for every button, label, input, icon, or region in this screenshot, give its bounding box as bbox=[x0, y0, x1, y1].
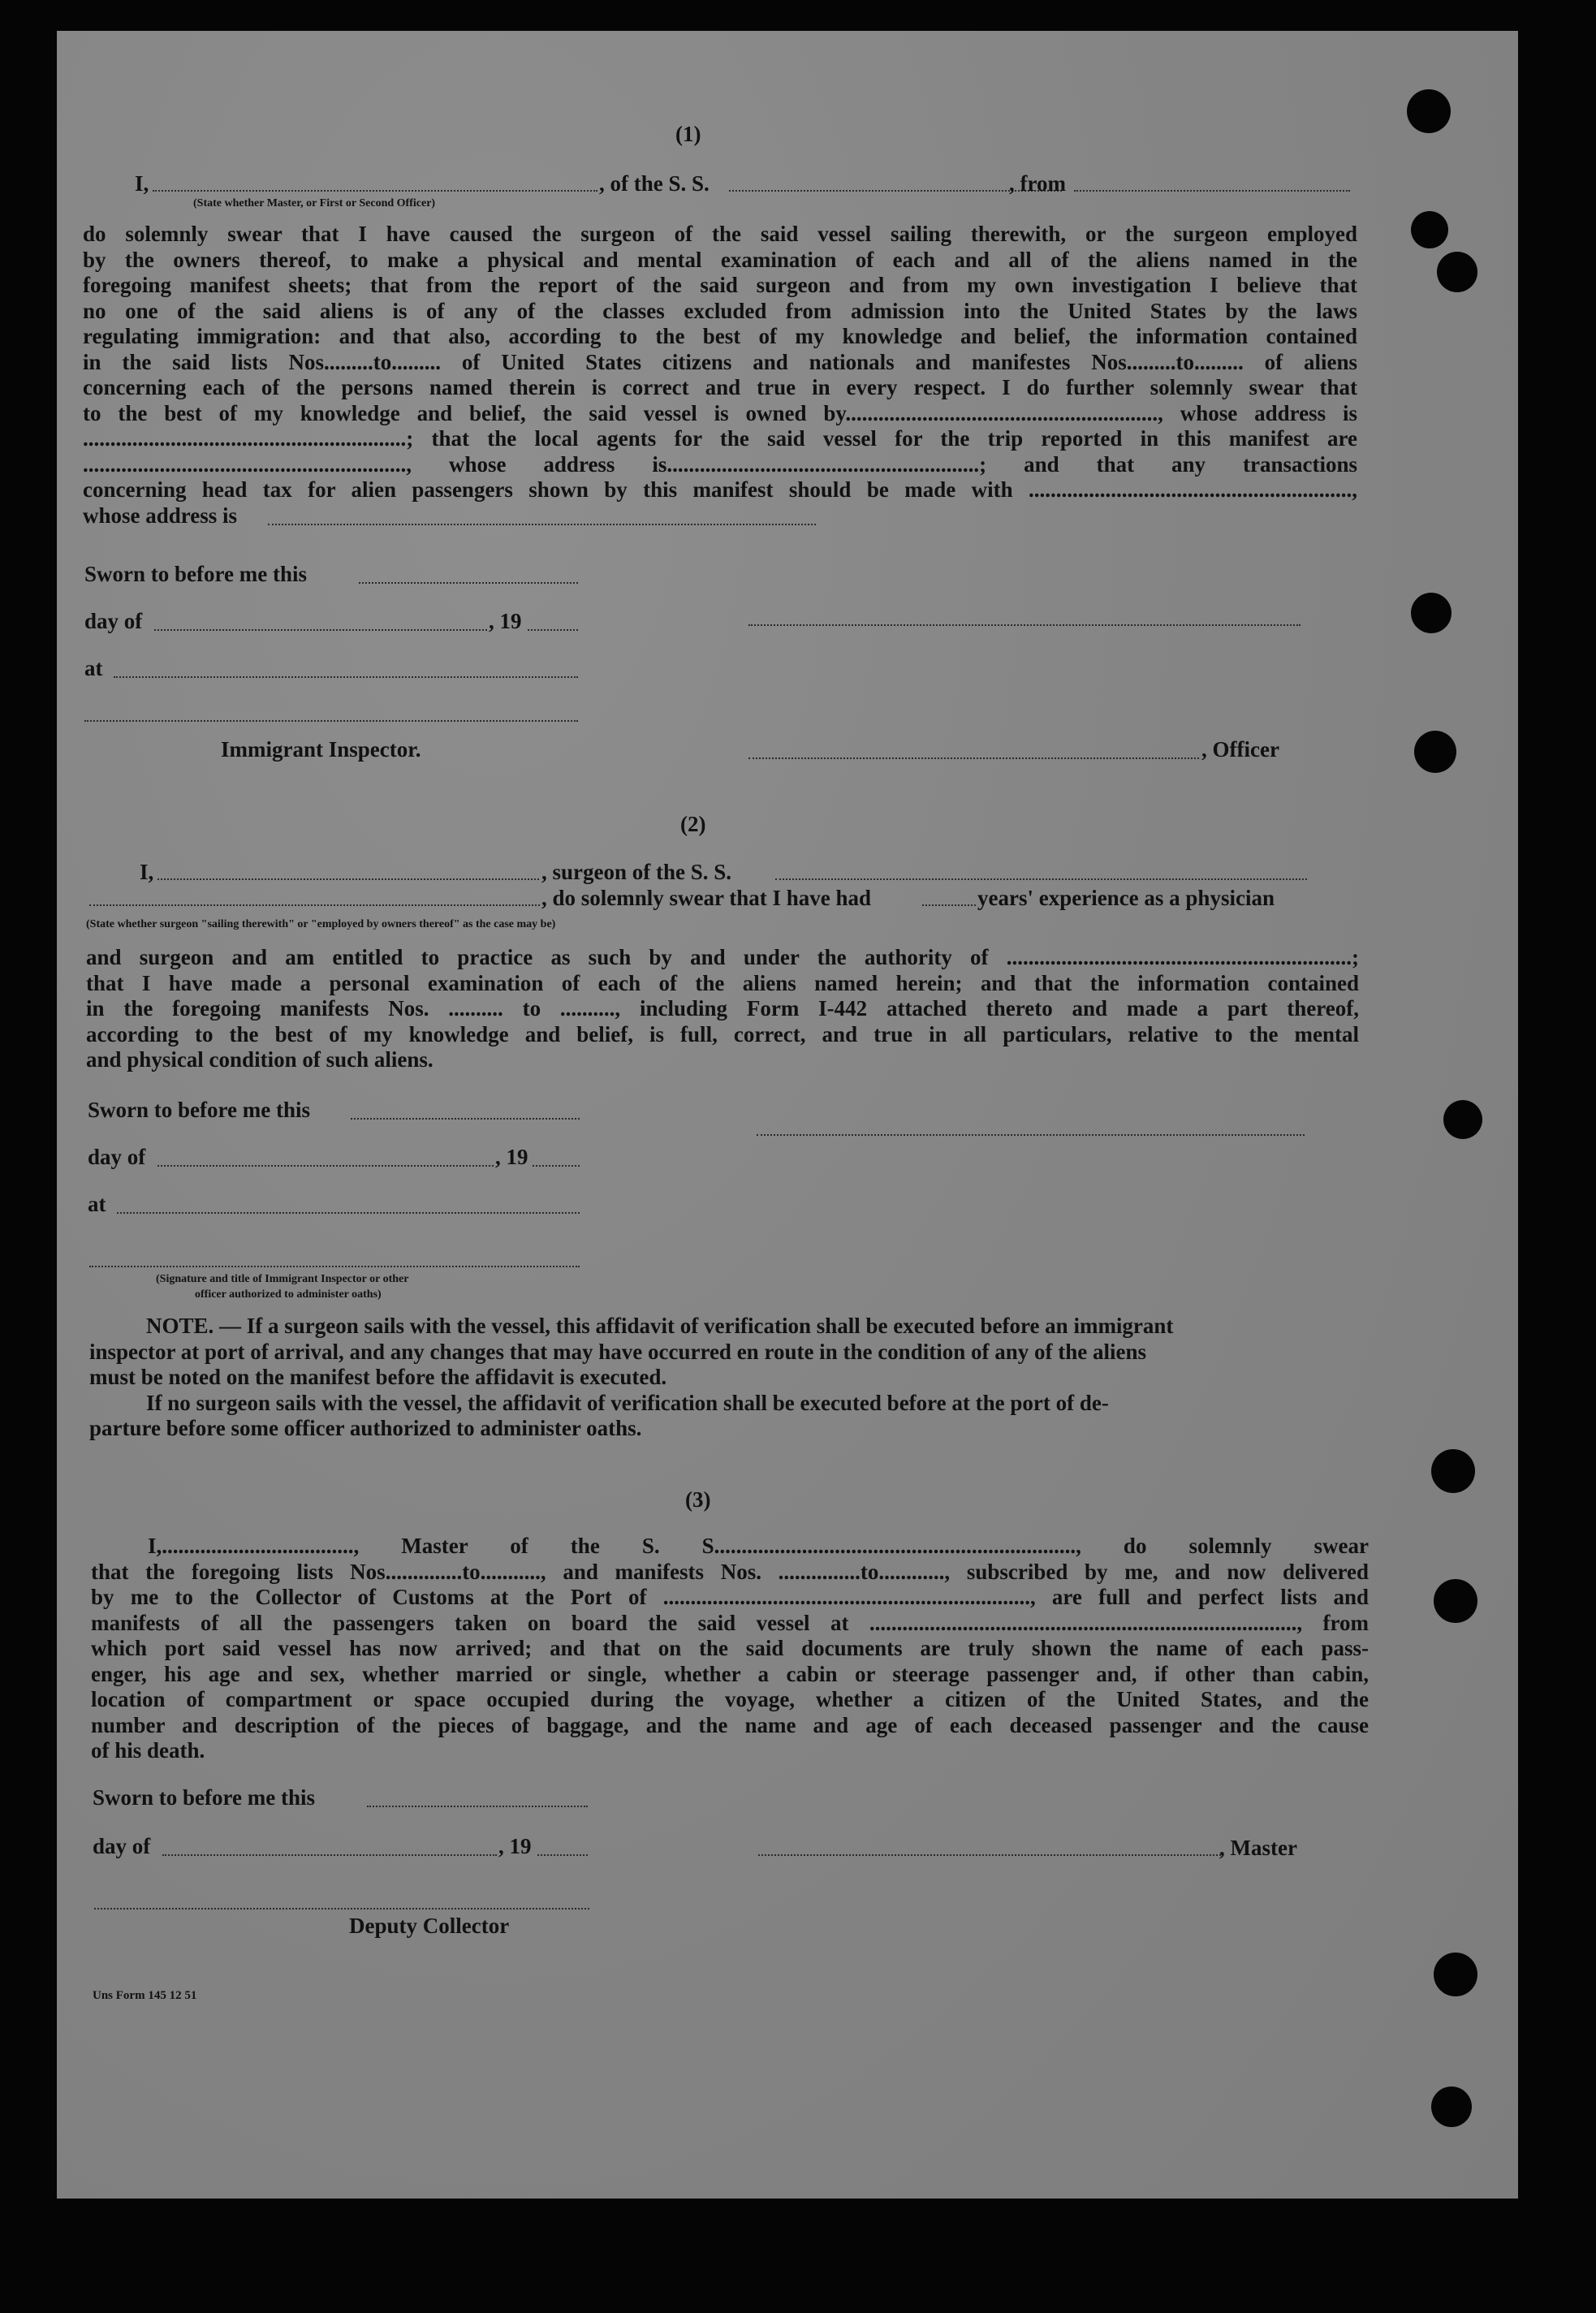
surgeon-vessel-field[interactable] bbox=[775, 878, 1307, 880]
sworn-date-field[interactable] bbox=[351, 1118, 580, 1120]
para-line: and physical condition of such aliens. bbox=[86, 1047, 434, 1072]
month-field[interactable] bbox=[157, 1165, 494, 1167]
surgeon-status-field[interactable] bbox=[89, 904, 540, 906]
section-1-i-label: I, bbox=[135, 171, 149, 196]
month-field[interactable] bbox=[154, 629, 487, 631]
note-line: must be noted on the manifest before the affidavit is executed. bbox=[89, 1365, 667, 1389]
para-line: manifests of all the passengers taken on board the said vessel at .............................................................................., from bbox=[91, 1610, 1369, 1635]
at-place-field[interactable] bbox=[114, 676, 578, 678]
para-line: that the foregoing lists Nos..............to..........., and manifests Nos. ...............to............, subscribed by me, and now delivered bbox=[91, 1559, 1369, 1584]
year-label: , 19 bbox=[489, 609, 522, 633]
sworn-label: Sworn to before me this bbox=[93, 1785, 315, 1810]
signature-caption-1: (Signature and title of Immigrant Inspector or other bbox=[156, 1273, 409, 1285]
officer-title-field[interactable] bbox=[748, 757, 1199, 759]
signature-caption-2: officer authorized to administer oaths) bbox=[195, 1288, 382, 1301]
deputy-signature-field[interactable] bbox=[94, 1908, 589, 1910]
binder-hole bbox=[1437, 252, 1477, 292]
years-field[interactable] bbox=[922, 904, 976, 906]
para-line: in the foregoing manifests Nos. .......... to .........., including Form I-442 attached thereto and made a part thereof, bbox=[86, 996, 1359, 1021]
officer-signature-field[interactable] bbox=[89, 1266, 580, 1267]
note-block bbox=[89, 1314, 1364, 1442]
whose-address-field[interactable] bbox=[268, 524, 816, 525]
year-field[interactable] bbox=[528, 629, 578, 631]
para-line: number and description of the pieces of baggage, and the name and age of each deceased passenger and the cause bbox=[91, 1712, 1369, 1737]
year-field[interactable] bbox=[537, 1854, 588, 1856]
surgeon-signature-field[interactable] bbox=[757, 1134, 1305, 1136]
para-line: according to the best of my knowledge and belief, is full, correct, and true in all particulars, relative to the mental bbox=[86, 1021, 1359, 1046]
of-ss-label: , of the S. S. bbox=[599, 171, 710, 196]
binder-hole bbox=[1431, 2086, 1472, 2127]
inspector-signature-field[interactable] bbox=[84, 720, 578, 722]
section-1-paragraph bbox=[83, 222, 1357, 529]
para-line: of his death. bbox=[91, 1738, 205, 1763]
sworn-label: Sworn to before me this bbox=[84, 562, 307, 586]
binder-hole bbox=[1443, 1100, 1482, 1139]
binder-hole bbox=[1434, 1953, 1477, 1996]
sworn-date-field[interactable] bbox=[359, 582, 578, 584]
day-of-label: day of bbox=[88, 1145, 146, 1169]
year-label: , 19 bbox=[495, 1145, 528, 1169]
para-line: concerning head tax for alien passengers shown by this manifest should be made with ..........................................................., bbox=[83, 477, 1357, 502]
para-line: foregoing manifest sheets; that from the report of the said surgeon and from my own investigation I believe that bbox=[83, 273, 1357, 297]
from-port-field[interactable] bbox=[1074, 190, 1350, 192]
from-label: , from bbox=[1009, 171, 1066, 196]
form-number: Uns Form 145 12 51 bbox=[93, 1989, 197, 2002]
binder-hole bbox=[1411, 593, 1451, 633]
binder-hole bbox=[1411, 211, 1448, 248]
para-line: by the owners thereof, to make a physical and mental examination of each and all of the aliens named in the bbox=[83, 247, 1357, 272]
para-line: regulating immigration: and that also, according to the best of my knowledge and belief, the information contained bbox=[83, 324, 1357, 348]
immigrant-inspector-label: Immigrant Inspector. bbox=[221, 737, 421, 762]
para-line: no one of the said aliens is of any of the classes excluded from admission into the United States by the laws bbox=[83, 298, 1357, 323]
year-label: , 19 bbox=[498, 1834, 532, 1858]
sworn-date-field[interactable] bbox=[367, 1806, 588, 1807]
para-line: ...........................................................; that the local agents for the said vessel for the trip reported in this manifest are bbox=[83, 426, 1357, 451]
section-2-i-label: I, bbox=[140, 860, 154, 884]
note-line: NOTE. — If a surgeon sails with the vessel, this affidavit of verification shall be executed before an immigrant bbox=[146, 1314, 1174, 1338]
para-line: to the best of my knowledge and belief, the said vessel is owned by........................................................., whose address is bbox=[83, 400, 1357, 425]
officer-signature-field[interactable] bbox=[748, 624, 1301, 626]
officer-label: , Officer bbox=[1201, 737, 1279, 762]
binder-hole bbox=[1414, 731, 1456, 773]
section-2-number: (2) bbox=[680, 812, 706, 836]
master-label: , Master bbox=[1219, 1836, 1297, 1860]
para-line: I,..................................., Master of the S. S.................................................................., do solemnly swear bbox=[148, 1534, 1369, 1558]
master-signature-field[interactable] bbox=[758, 1854, 1221, 1856]
section-3-number: (3) bbox=[685, 1487, 711, 1512]
para-line: enger, his age and sex, whether married or single, whether a cabin or steerage passenger and, if other than cabin, bbox=[91, 1661, 1369, 1686]
section-3-paragraph bbox=[91, 1534, 1369, 1764]
para-line: and surgeon and am entitled to practice as such by and under the authority of ...............................................................; bbox=[86, 945, 1359, 969]
day-of-label: day of bbox=[93, 1834, 151, 1858]
surgeon-name-field[interactable] bbox=[157, 878, 539, 880]
binder-hole bbox=[1407, 89, 1451, 133]
para-line: do solemnly swear that I have caused the surgeon of the said vessel sailing therewith, or the surgeon employed bbox=[83, 222, 1357, 246]
surgeon-caption: (State whether surgeon "sailing therewith" or "employed by owners thereof" as the case may be) bbox=[86, 918, 556, 930]
note-line: parture before some officer authorized to administer oaths. bbox=[89, 1416, 642, 1440]
deputy-collector-label: Deputy Collector bbox=[349, 1914, 510, 1938]
years-label: years' experience as a physician bbox=[977, 886, 1275, 910]
section-1-number: (1) bbox=[675, 122, 701, 146]
note-line: inspector at port of arrival, and any changes that may have occurred en route in the condition of any of the aliens bbox=[89, 1339, 1146, 1364]
para-line: concerning each of the persons named therein is correct and true in every respect. I do further solemnly swear that bbox=[83, 375, 1357, 399]
document-page bbox=[57, 31, 1518, 2199]
at-place-field[interactable] bbox=[117, 1212, 580, 1214]
year-field[interactable] bbox=[533, 1165, 580, 1167]
binder-hole bbox=[1431, 1449, 1475, 1493]
day-of-label: day of bbox=[84, 609, 143, 633]
swear-label: , do solemnly swear that I have had bbox=[541, 886, 872, 910]
note-line: If no surgeon sails with the vessel, the affidavit of verification shall be executed before at the port of de- bbox=[146, 1390, 1109, 1415]
para-line: by me to the Collector of Customs at the Port of ..................................................................., are full and perfect lists and bbox=[91, 1585, 1369, 1609]
at-label: at bbox=[88, 1192, 106, 1216]
sworn-label: Sworn to before me this bbox=[88, 1098, 310, 1122]
para-line: in the said lists Nos.........to......... of United States citizens and nationals and manifestes Nos.........to......... of aliens bbox=[83, 349, 1357, 374]
section-2-paragraph bbox=[86, 945, 1359, 1073]
para-line: which port said vessel has now arrived; and that on the said documents are truly shown the name of each pass- bbox=[91, 1636, 1369, 1660]
binder-hole bbox=[1434, 1579, 1477, 1623]
at-label: at bbox=[84, 656, 103, 680]
para-line: ..........................................................., whose address is.........................................................; and that any transactions bbox=[83, 451, 1357, 477]
para-line: whose address is bbox=[83, 503, 238, 528]
surgeon-of-label: , surgeon of the S. S. bbox=[541, 860, 732, 884]
para-line: that I have made a personal examination of each of the aliens named herein; and that the information contained bbox=[86, 970, 1359, 995]
officer-name-field[interactable] bbox=[153, 190, 597, 192]
month-field[interactable] bbox=[162, 1854, 497, 1856]
officer-caption: (State whether Master, or First or Second Officer) bbox=[193, 197, 436, 209]
para-line: location of compartment or space occupied during the voyage, whether a citizen of the United States, and the bbox=[91, 1687, 1369, 1711]
